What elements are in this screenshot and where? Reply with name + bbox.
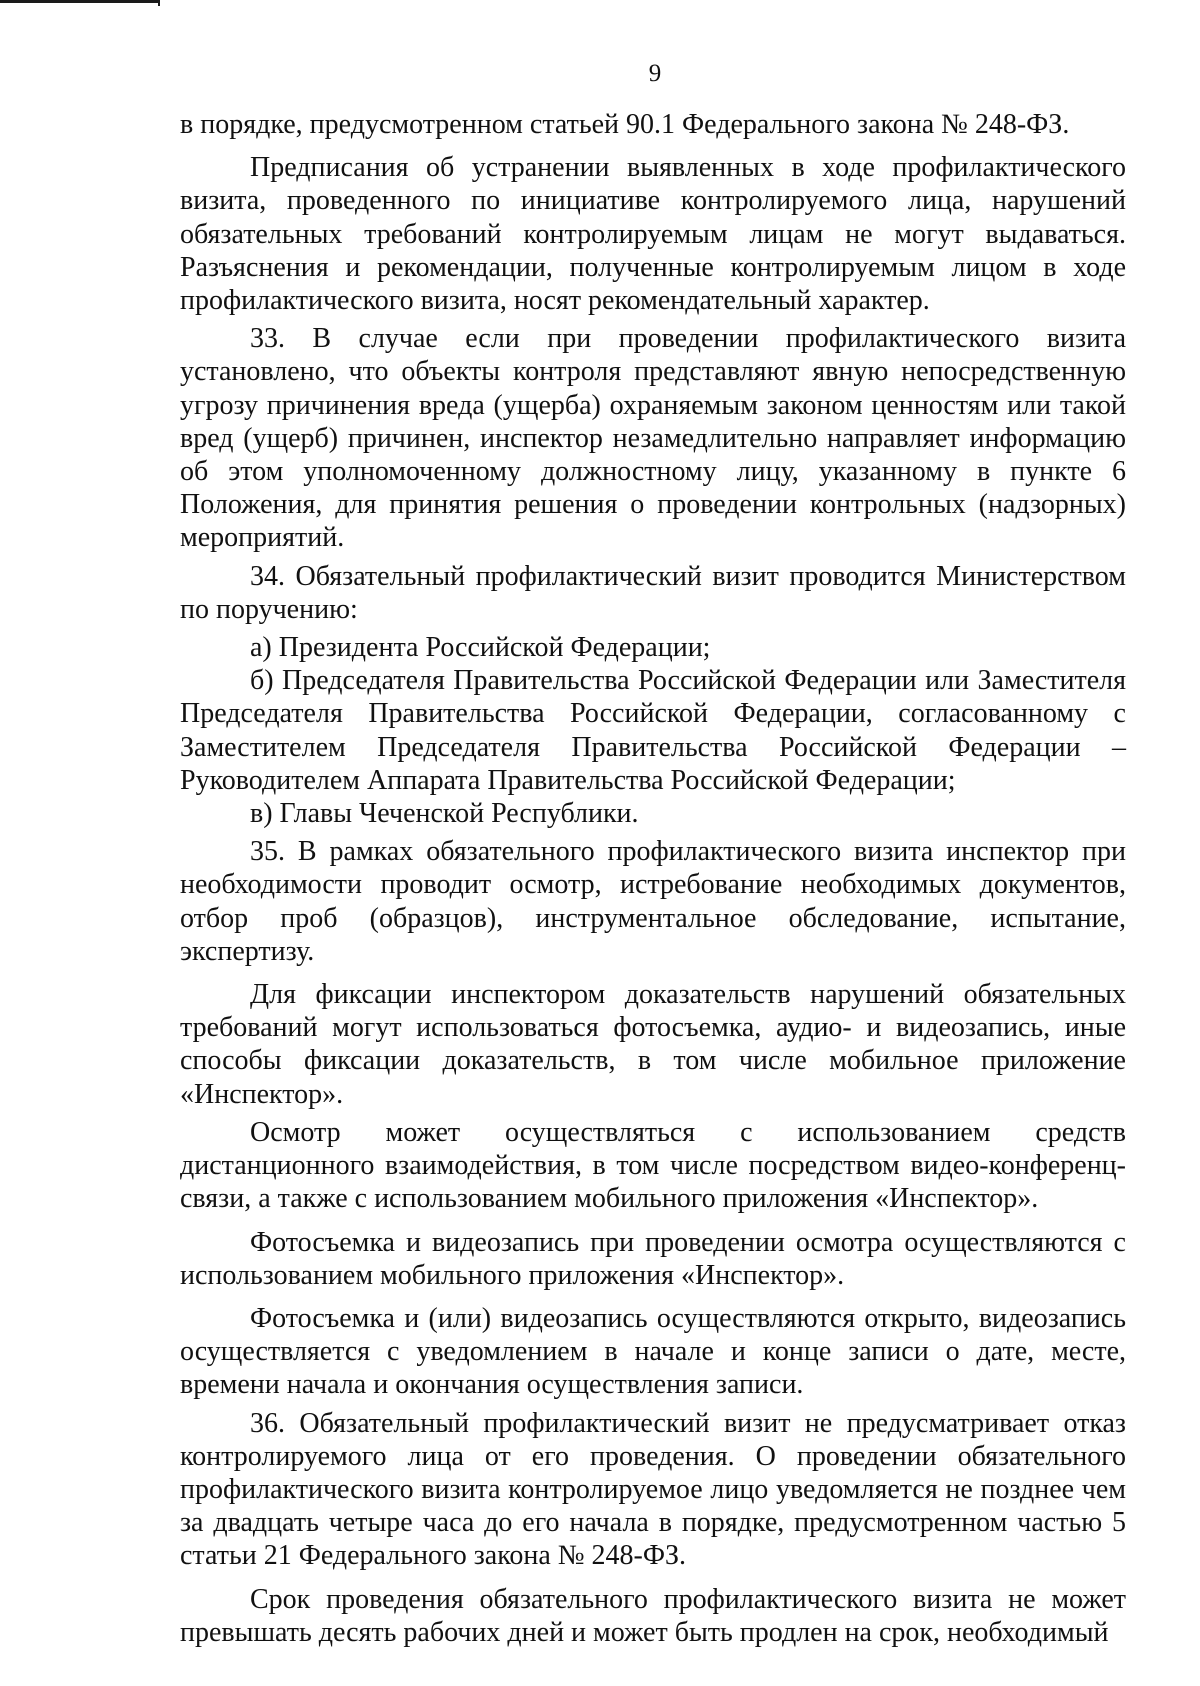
paragraph-open-recording: Фотосъемка и (или) видеозапись осуществляются открыто, видеозапись осуществляется с уведомлением в начале и конце записи о дате, месте, времени начала и окончания осуществления записи. xyxy=(180,1302,1126,1401)
paragraph-prescriptions: Предписания об устранении выявленных в ходе профилактического визита, проведенного по инициативе контролируемого лица, нарушений обязательных требований контролируемым лицам не могут выдаваться. Разъяснения и рекомендации, полученные контролируемым лицом в ходе профилактического визита, носят рекомендательный характер. xyxy=(180,152,1126,317)
paragraph-item-34-v: в) Главы Чеченской Республики. xyxy=(250,798,639,830)
paragraph-item-33: 33. В случае если при проведении профилактического визита установлено, что объекты контроля представляют явную непосредственную угрозу причинения вреда (ущерба) охраняемым законом ценностям или такой вред (ущерб) причинен, инспектор незамедлительно направляет информацию об этом уполномоченному должностному лицу, указанному в пункте 6 Положения, для принятия решения о проведении контрольных (надзорных) мероприятий. xyxy=(180,323,1126,554)
document-body xyxy=(180,108,1126,1649)
page-number: 9 xyxy=(648,60,662,87)
paragraph-continuation: в порядке, предусмотренном статьей 90.1 Федерального закона № 248-ФЗ. xyxy=(180,109,1070,140)
paragraph-remote-inspection: Осмотр может осуществляться с использованием средств дистанционного взаимодействия, в том числе посредством видео-конференц-связи, а также с использованием мобильного приложения «Инспектор». xyxy=(180,1116,1126,1215)
paragraph-item-34-a: а) Президента Российской Федерации; xyxy=(250,632,711,664)
paragraph-photo-video-app: Фотосъемка и видеозапись при проведении осмотра осуществляются с использованием мобильного приложения «Инспектор». xyxy=(180,1226,1126,1291)
paragraph-item-34-b: б) Председателя Правительства Российской Федерации или Заместителя Председателя Правительства Российской Федерации, согласованному с Заместителем Председателя Правительства Российской Федерации – Руководителем Аппарата Правительства Российской Федерации; xyxy=(180,665,1126,796)
paragraph-evidence-fixation: Для фиксации инспектором доказательств нарушений обязательных требований могут использоваться фотосъемка, аудио- и видеозапись, иные способы фиксации доказательств, в том числе мобильное приложение «Инспектор». xyxy=(180,979,1126,1110)
paragraph-item-35: 35. В рамках обязательного профилактического визита инспектор при необходимости проводит осмотр, истребование необходимых документов, отбор проб (образцов), инструментальное обследование, испытание, экспертизу. xyxy=(180,836,1126,967)
paragraph-item-36: 36. Обязательный профилактический визит не предусматривает отказ контролируемого лица от его проведения. О проведении обязательного профилактического визита контролируемое лицо уведомляется не позднее чем за двадцать четыре часа до его начала в порядке, предусмотренном частью 5 статьи 21 Федерального закона № 248-ФЗ. xyxy=(180,1407,1126,1572)
paragraph-item-34: 34. Обязательный профилактический визит проводится Министерством по поручению: xyxy=(180,560,1126,625)
paragraph-visit-duration: Срок проведения обязательного профилактического визита не может превышать десять рабочих дней и может быть продлен на срок, необходимый xyxy=(180,1583,1126,1648)
